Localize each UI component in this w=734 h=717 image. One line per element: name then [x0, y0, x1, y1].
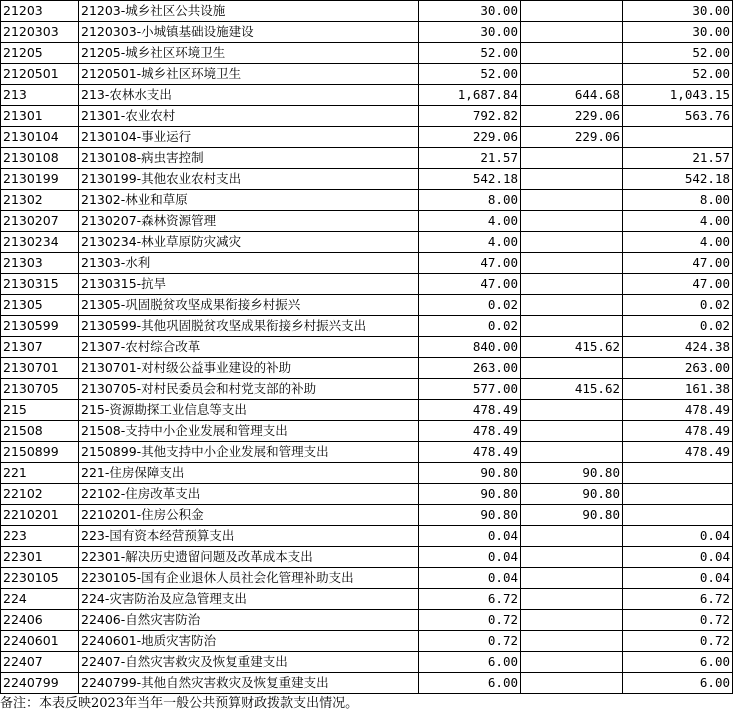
total-cell[interactable]: 263.00: [419, 358, 521, 379]
name-cell[interactable]: 21302-林业和草原: [79, 190, 419, 211]
table-row: [1, 43, 733, 64]
table-row: [1, 568, 733, 589]
total-cell[interactable]: 90.80: [419, 463, 521, 484]
code-cell[interactable]: 221: [1, 463, 79, 484]
table-row: [1, 505, 733, 526]
name-cell[interactable]: 221-住房保障支出: [79, 463, 419, 484]
total-cell[interactable]: 30.00: [419, 1, 521, 22]
table-row: [1, 232, 733, 253]
name-cell[interactable]: 215-资源勘探工业信息等支出: [79, 400, 419, 421]
total-cell[interactable]: 478.49: [419, 421, 521, 442]
project-cell[interactable]: 6.00: [623, 673, 733, 694]
table-row: [1, 190, 733, 211]
table-row: [1, 631, 733, 652]
basic-cell[interactable]: [521, 253, 623, 274]
table-body: [1, 1, 733, 694]
name-cell[interactable]: 21305-巩固脱贫攻坚成果衔接乡村振兴: [79, 295, 419, 316]
basic-cell[interactable]: 90.80: [521, 505, 623, 526]
table-row: [1, 589, 733, 610]
project-cell[interactable]: 8.00: [623, 190, 733, 211]
name-cell[interactable]: 2120303-小城镇基础设施建设: [79, 22, 419, 43]
basic-cell[interactable]: [521, 652, 623, 673]
code-cell[interactable]: 2120303: [1, 22, 79, 43]
table-row: [1, 274, 733, 295]
basic-cell[interactable]: [521, 211, 623, 232]
total-cell[interactable]: 4.00: [419, 211, 521, 232]
name-cell[interactable]: 21203-城乡社区公共设施: [79, 1, 419, 22]
table-row: [1, 652, 733, 673]
total-cell[interactable]: 1,687.84: [419, 85, 521, 106]
basic-cell[interactable]: [521, 274, 623, 295]
basic-cell[interactable]: [521, 64, 623, 85]
code-cell[interactable]: 2130315: [1, 274, 79, 295]
total-cell[interactable]: 0.02: [419, 295, 521, 316]
table-row: [1, 316, 733, 337]
name-cell[interactable]: 2240799-其他自然灾害救灾及恢复重建支出: [79, 673, 419, 694]
basic-cell[interactable]: [521, 232, 623, 253]
name-cell[interactable]: 22407-自然灾害救灾及恢复重建支出: [79, 652, 419, 673]
table-row: [1, 148, 733, 169]
table-row: [1, 547, 733, 568]
table-row: [1, 400, 733, 421]
code-cell[interactable]: 2230105: [1, 568, 79, 589]
project-cell[interactable]: 542.18: [623, 169, 733, 190]
code-cell[interactable]: 22407: [1, 652, 79, 673]
name-cell[interactable]: 2130701-对村级公益事业建设的补助: [79, 358, 419, 379]
project-cell[interactable]: 1,043.15: [623, 85, 733, 106]
code-cell[interactable]: 2240601: [1, 631, 79, 652]
project-cell[interactable]: 478.49: [623, 442, 733, 463]
basic-cell[interactable]: 644.68: [521, 85, 623, 106]
total-cell[interactable]: 30.00: [419, 22, 521, 43]
table-row: [1, 127, 733, 148]
name-cell[interactable]: 2230105-国有企业退休人员社会化管理补助支出: [79, 568, 419, 589]
table-row: [1, 526, 733, 547]
project-cell[interactable]: [623, 463, 733, 484]
basic-cell[interactable]: [521, 43, 623, 64]
total-cell[interactable]: 0.02: [419, 316, 521, 337]
code-cell[interactable]: 22406: [1, 610, 79, 631]
table-row: [1, 379, 733, 400]
code-cell[interactable]: 21307: [1, 337, 79, 358]
code-cell[interactable]: 21508: [1, 421, 79, 442]
table-row: [1, 421, 733, 442]
name-cell[interactable]: 2130234-林业草原防灾减灾: [79, 232, 419, 253]
project-cell[interactable]: 0.02: [623, 316, 733, 337]
basic-cell[interactable]: 415.62: [521, 337, 623, 358]
name-cell[interactable]: 223-国有资本经营预算支出: [79, 526, 419, 547]
table-row: [1, 253, 733, 274]
code-cell[interactable]: 21301: [1, 106, 79, 127]
code-cell[interactable]: 2130234: [1, 232, 79, 253]
code-cell[interactable]: 21205: [1, 43, 79, 64]
basic-cell[interactable]: [521, 316, 623, 337]
code-cell[interactable]: 21303: [1, 253, 79, 274]
name-cell[interactable]: 2150899-其他支持中小企业发展和管理支出: [79, 442, 419, 463]
code-cell[interactable]: 2130705: [1, 379, 79, 400]
total-cell[interactable]: 6.00: [419, 673, 521, 694]
name-cell[interactable]: 2130599-其他巩固脱贫攻坚成果衔接乡村振兴支出: [79, 316, 419, 337]
total-cell[interactable]: 47.00: [419, 253, 521, 274]
total-cell[interactable]: 542.18: [419, 169, 521, 190]
project-cell[interactable]: [623, 505, 733, 526]
total-cell[interactable]: 6.00: [419, 652, 521, 673]
code-cell[interactable]: 2130599: [1, 316, 79, 337]
project-cell[interactable]: 6.72: [623, 589, 733, 610]
table-row: [1, 337, 733, 358]
basic-cell[interactable]: [521, 442, 623, 463]
table-row: [1, 673, 733, 694]
basic-cell[interactable]: [521, 610, 623, 631]
name-cell[interactable]: 21303-水利: [79, 253, 419, 274]
project-cell[interactable]: [623, 484, 733, 505]
project-cell[interactable]: 0.04: [623, 547, 733, 568]
project-cell[interactable]: 47.00: [623, 274, 733, 295]
project-cell[interactable]: 563.76: [623, 106, 733, 127]
basic-cell[interactable]: [521, 421, 623, 442]
total-cell[interactable]: 90.80: [419, 484, 521, 505]
project-cell[interactable]: 478.49: [623, 400, 733, 421]
table-row: [1, 64, 733, 85]
total-cell[interactable]: 0.04: [419, 568, 521, 589]
code-cell[interactable]: 21203: [1, 1, 79, 22]
total-cell[interactable]: 90.80: [419, 505, 521, 526]
basic-cell[interactable]: [521, 190, 623, 211]
name-cell[interactable]: 2130315-抗旱: [79, 274, 419, 295]
project-cell[interactable]: 161.38: [623, 379, 733, 400]
code-cell[interactable]: 2240799: [1, 673, 79, 694]
project-cell[interactable]: 424.38: [623, 337, 733, 358]
code-cell[interactable]: 2150899: [1, 442, 79, 463]
total-cell[interactable]: 52.00: [419, 64, 521, 85]
table-row: [1, 211, 733, 232]
name-cell[interactable]: 21205-城乡社区环境卫生: [79, 43, 419, 64]
basic-cell[interactable]: [521, 169, 623, 190]
name-cell[interactable]: 22406-自然灾害防治: [79, 610, 419, 631]
basic-cell[interactable]: [521, 568, 623, 589]
basic-cell[interactable]: [521, 547, 623, 568]
project-cell[interactable]: 4.00: [623, 211, 733, 232]
name-cell[interactable]: 213-农林水支出: [79, 85, 419, 106]
name-cell[interactable]: 2120501-城乡社区环境卫生: [79, 64, 419, 85]
project-cell[interactable]: 21.57: [623, 148, 733, 169]
project-cell[interactable]: 4.00: [623, 232, 733, 253]
total-cell[interactable]: 577.00: [419, 379, 521, 400]
project-cell[interactable]: 263.00: [623, 358, 733, 379]
basic-cell[interactable]: [521, 631, 623, 652]
basic-cell[interactable]: [521, 358, 623, 379]
project-cell[interactable]: 52.00: [623, 43, 733, 64]
basic-cell[interactable]: [521, 589, 623, 610]
total-cell[interactable]: 47.00: [419, 274, 521, 295]
total-cell[interactable]: 8.00: [419, 190, 521, 211]
code-cell[interactable]: 21305: [1, 295, 79, 316]
project-cell[interactable]: 30.00: [623, 22, 733, 43]
total-cell[interactable]: 792.82: [419, 106, 521, 127]
project-cell[interactable]: 478.49: [623, 421, 733, 442]
basic-cell[interactable]: 229.06: [521, 127, 623, 148]
total-cell[interactable]: 0.04: [419, 526, 521, 547]
basic-cell[interactable]: 90.80: [521, 463, 623, 484]
code-cell[interactable]: 2130701: [1, 358, 79, 379]
code-cell[interactable]: 213: [1, 85, 79, 106]
name-cell[interactable]: 2210201-住房公积金: [79, 505, 419, 526]
project-cell[interactable]: 0.04: [623, 526, 733, 547]
total-cell[interactable]: 478.49: [419, 400, 521, 421]
table-row: [1, 106, 733, 127]
project-cell[interactable]: 0.04: [623, 568, 733, 589]
project-cell[interactable]: 52.00: [623, 64, 733, 85]
total-cell[interactable]: 4.00: [419, 232, 521, 253]
total-cell[interactable]: 0.72: [419, 610, 521, 631]
table-row: [1, 22, 733, 43]
table-row: [1, 610, 733, 631]
total-cell[interactable]: 0.72: [419, 631, 521, 652]
code-cell[interactable]: 22301: [1, 547, 79, 568]
code-cell[interactable]: 224: [1, 589, 79, 610]
basic-cell[interactable]: 415.62: [521, 379, 623, 400]
basic-cell[interactable]: 229.06: [521, 106, 623, 127]
table-row: [1, 169, 733, 190]
project-cell[interactable]: 6.00: [623, 652, 733, 673]
code-cell[interactable]: 2130108: [1, 148, 79, 169]
project-cell[interactable]: [623, 127, 733, 148]
name-cell[interactable]: 22301-解决历史遗留问题及改革成本支出: [79, 547, 419, 568]
total-cell[interactable]: 0.04: [419, 547, 521, 568]
table-row: [1, 85, 733, 106]
code-cell[interactable]: 2210201: [1, 505, 79, 526]
project-cell[interactable]: 0.72: [623, 610, 733, 631]
name-cell[interactable]: 2130199-其他农业农村支出: [79, 169, 419, 190]
name-cell[interactable]: 2130705-对村民委员会和村党支部的补助: [79, 379, 419, 400]
name-cell[interactable]: 21508-支持中小企业发展和管理支出: [79, 421, 419, 442]
basic-cell[interactable]: [521, 673, 623, 694]
table-row: [1, 463, 733, 484]
total-cell[interactable]: 6.72: [419, 589, 521, 610]
code-cell[interactable]: 22102: [1, 484, 79, 505]
name-cell[interactable]: 224-灾害防治及应急管理支出: [79, 589, 419, 610]
name-cell[interactable]: 2130207-森林资源管理: [79, 211, 419, 232]
code-cell[interactable]: 215: [1, 400, 79, 421]
basic-cell[interactable]: [521, 526, 623, 547]
table-row: [1, 1, 733, 22]
basic-cell[interactable]: [521, 295, 623, 316]
basic-cell[interactable]: [521, 400, 623, 421]
name-cell[interactable]: 2240601-地质灾害防治: [79, 631, 419, 652]
name-cell[interactable]: 21307-农村综合改革: [79, 337, 419, 358]
table-row: [1, 442, 733, 463]
total-cell[interactable]: 21.57: [419, 148, 521, 169]
basic-cell[interactable]: [521, 22, 623, 43]
name-cell[interactable]: 2130104-事业运行: [79, 127, 419, 148]
footnote: 备注：本表反映2023年当年一般公共预算财政拨款支出情况。: [0, 696, 359, 711]
total-cell[interactable]: 840.00: [419, 337, 521, 358]
project-cell[interactable]: 0.02: [623, 295, 733, 316]
project-cell[interactable]: 47.00: [623, 253, 733, 274]
table-row: [1, 295, 733, 316]
table-row: [1, 358, 733, 379]
total-cell[interactable]: 478.49: [419, 442, 521, 463]
code-cell[interactable]: 2130199: [1, 169, 79, 190]
total-cell[interactable]: 52.00: [419, 43, 521, 64]
basic-cell[interactable]: [521, 1, 623, 22]
code-cell[interactable]: 223: [1, 526, 79, 547]
project-cell[interactable]: 0.72: [623, 631, 733, 652]
name-cell[interactable]: 2130108-病虫害控制: [79, 148, 419, 169]
name-cell[interactable]: 21301-农业农村: [79, 106, 419, 127]
basic-cell[interactable]: 90.80: [521, 484, 623, 505]
code-cell[interactable]: 2130207: [1, 211, 79, 232]
code-cell[interactable]: 2130104: [1, 127, 79, 148]
total-cell[interactable]: 229.06: [419, 127, 521, 148]
name-cell[interactable]: 22102-住房改革支出: [79, 484, 419, 505]
code-cell[interactable]: 2120501: [1, 64, 79, 85]
basic-cell[interactable]: [521, 148, 623, 169]
table-row: [1, 484, 733, 505]
code-cell[interactable]: 21302: [1, 190, 79, 211]
project-cell[interactable]: 30.00: [623, 1, 733, 22]
